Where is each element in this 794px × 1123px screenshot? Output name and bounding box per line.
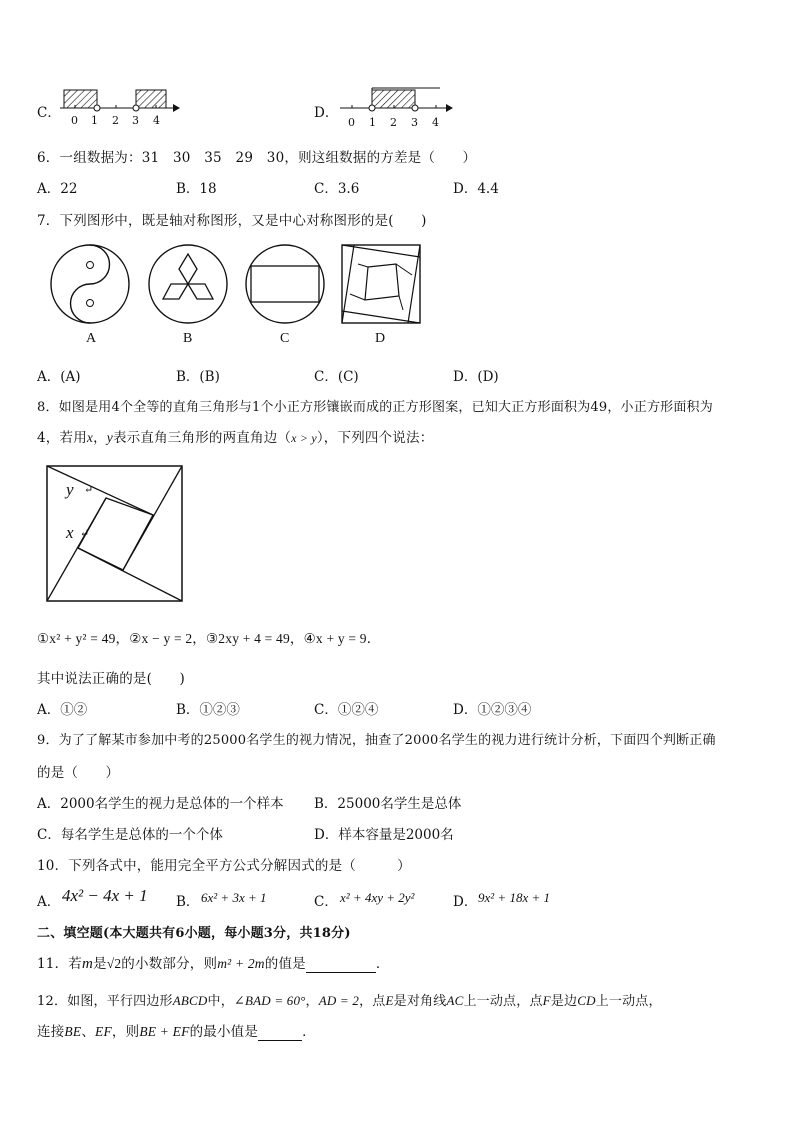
q5-d-tick-0: 0	[348, 116, 355, 129]
q8-statements: ①x² + y² = 49，②x − y = 2，③2xy + 4 = 49，④x + y = 9．	[37, 631, 381, 646]
q12-answer-blank[interactable]	[258, 1024, 302, 1041]
q9-option-a: A．2000名学生的视力是总体的一个样本	[37, 796, 284, 812]
q8-var-y: y	[106, 430, 113, 445]
q8-condition: x > y	[291, 431, 317, 445]
q8-stem-line1: 8．如图是用4个全等的直角三角形与1个小正方形镶嵌而成的正方形图案，已知大正方形面积为49，小正方形面积为	[37, 400, 713, 415]
q5-c-tick-3: 3	[132, 114, 139, 127]
q6-option-d: D．4.4	[453, 181, 499, 197]
q9-stem-line2: 的是（ ）	[37, 765, 120, 781]
q6-option-c: C．3.6	[314, 181, 360, 197]
q11-answer-blank[interactable]	[306, 956, 376, 973]
q11-var-m: m	[81, 956, 94, 972]
q10-option-a-expr: 4x² − 4x + 1	[62, 886, 148, 905]
q9-stem-line1: 9．为了了解某市参加中考的25000名学生的视力情况，抽查了2000名学生的视力进行统计分析，下面四个判断正确	[37, 733, 716, 748]
q5-option-d-number-line	[340, 84, 460, 129]
q5-c-tick-0: 0	[71, 114, 78, 127]
q10-option-b-label: B．	[176, 894, 200, 910]
q10-option-d-expr: 9x² + 18x + 1	[478, 890, 550, 905]
q11-sqrt2: √2	[106, 956, 122, 971]
q8-option-a: A．①②	[37, 702, 88, 718]
q7-figure-a-yin-yang	[50, 244, 130, 324]
q7-stem: 7．下列图形中，既是轴对称图形，又是中心对称图形的是( )	[37, 213, 427, 229]
q10-option-b-expr: 6x² + 3x + 1	[201, 890, 267, 905]
q5-c-tick-2: 2	[112, 114, 119, 127]
q10-option-c-label: C．	[314, 894, 338, 910]
q8-arrow-icon-x: ↵	[80, 527, 90, 540]
q11-stem: 11．若m是√2的小数部分，则m² + 2m的值是 ．	[37, 956, 390, 972]
q5-d-tick-2: 2	[390, 116, 397, 129]
q8-option-c: C．①②④	[314, 702, 379, 718]
q8-prompt: 其中说法正确的是( )	[37, 671, 185, 687]
q7-figure-label-a: A	[86, 331, 97, 346]
q7-figure-b-diamonds	[148, 244, 228, 324]
q7-option-a: A．(A)	[37, 369, 81, 385]
q7-figure-label-b: B	[183, 331, 193, 346]
q5-option-c-number-line	[60, 86, 190, 131]
q7-option-b: B．(B)	[176, 369, 220, 385]
q7-figure-label-c: C	[280, 331, 290, 346]
q7-figure-d-pinwheel	[341, 244, 421, 324]
q11-expr: m² + 2m	[217, 956, 265, 971]
q7-option-d: D．(D)	[453, 369, 499, 385]
q9-option-c: C．每名学生是总体的一个个体	[37, 827, 223, 843]
q5-option-c-label: C．	[37, 105, 61, 121]
q7-figure-c-rectangle	[245, 244, 325, 324]
q8-option-d: D．①②③④	[453, 702, 532, 718]
q10-option-c-expr: x² + 4xy + 2y²	[340, 890, 415, 905]
q5-d-tick-3: 3	[411, 116, 418, 129]
q8-figure-label-x: x	[66, 523, 74, 542]
q6-option-a: A．22	[37, 181, 78, 197]
q8-option-b: B．①②③	[176, 702, 240, 718]
q7-figure-label-d: D	[375, 331, 386, 346]
q5-c-tick-4: 4	[153, 114, 160, 127]
q10-option-a-label: A．	[37, 894, 61, 910]
q12-stem-line1: 12．如图，平行四边形ABCD中，∠BAD = 60°，AD = 2，点E是对角线AC上一动点，点F是边CD上一动点，	[37, 993, 662, 1009]
q8-figure-label-y: y	[66, 480, 74, 499]
q8-stem-line2: 4，若用x，y表示直角三角形的两直角边（x > y），下列四个说法：	[37, 430, 434, 446]
q9-option-b: B．25000名学生是总体	[314, 796, 462, 812]
q8-arrow-icon-y: ↵	[84, 483, 94, 496]
q5-d-tick-1: 1	[369, 116, 376, 129]
section-2-heading: 二、填空题(本大题共有6小题，每小题3分，共18分)	[37, 926, 351, 941]
q9-option-d: D．样本容量是2000名	[314, 827, 454, 843]
q6-option-b: B．18	[176, 181, 217, 197]
q6-stem: 6．一组数据为：31 30 35 29 30，则这组数据的方差是（ ）	[37, 150, 477, 166]
q12-stem-line2: 连接BE、EF，则BE + EF的最小值是 ．	[37, 1024, 316, 1040]
q5-option-d-label: D．	[314, 105, 339, 121]
q8-var-x: x	[86, 430, 94, 445]
q7-option-c: C．(C)	[314, 369, 359, 385]
q5-c-tick-1: 1	[91, 114, 98, 127]
q10-option-d-label: D．	[453, 894, 478, 910]
q10-stem: 10．下列各式中，能用完全平方公式分解因式的是（ ）	[37, 858, 411, 874]
q5-d-tick-4: 4	[432, 116, 439, 129]
